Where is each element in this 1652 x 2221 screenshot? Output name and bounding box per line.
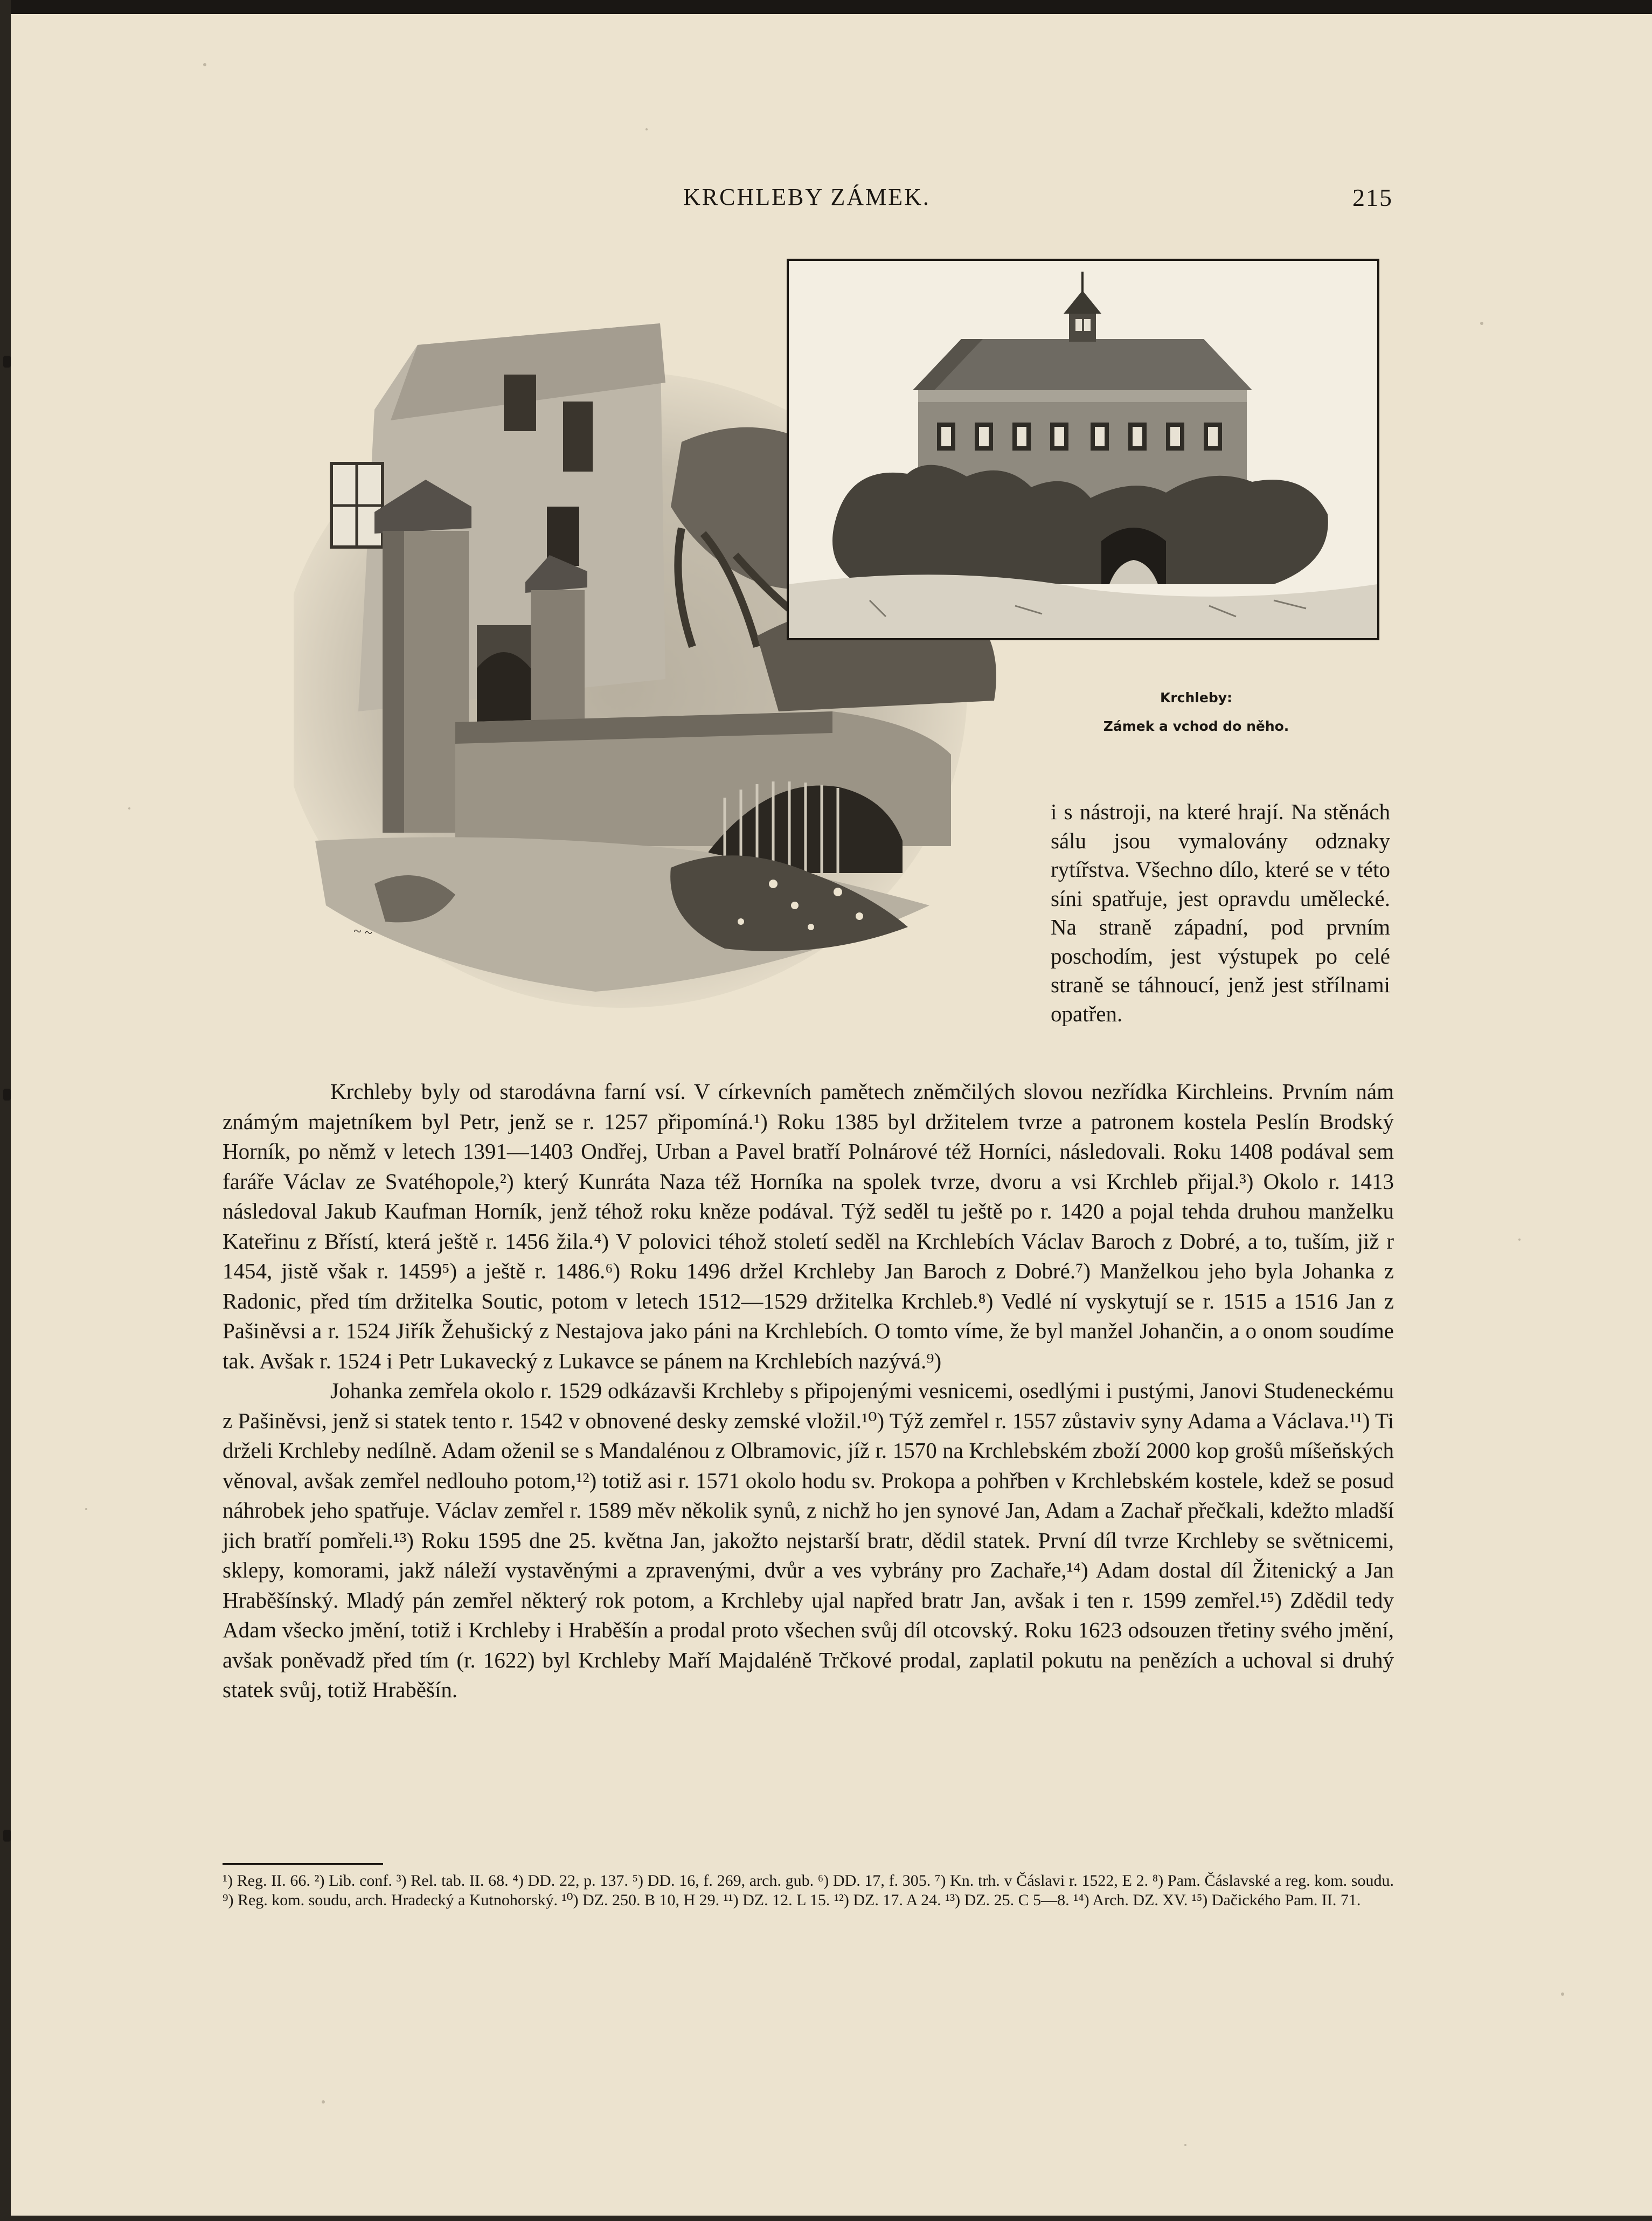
figure-caption-title: Krchleby:	[1160, 690, 1233, 705]
binding-mark	[3, 1089, 11, 1101]
footnotes-text: ¹) Reg. II. 66. ²) Lib. conf. ³) Rel. tab. II. 68. ⁴) DD. 22, p. 137. ⁵) DD. 16, f. 269, arch. gub. ⁶) DD. 17, f. 305. ⁷) Kn. trh. v Čáslavi r. 1522, E 2. ⁸) Pam. Čáslavské a reg. kom. soudu. ⁹) Reg. kom. soudu, arch. Hradecký a Kutnohorský. ¹⁰) DZ. 250. B 10, H 29. ¹¹) DZ. 12. L 15. ¹²) DZ. 17. A 24. ¹³) DZ. 25. C 5—8. ¹⁴) Arch. DZ. XV. ¹⁵) Dačického Pam. II. 71.	[223, 1872, 1394, 1909]
body-paragraph-1: Krchleby byly od starodávna farní vsí. V církevních pamětech zněmčilých slovou nezřídka Kirchleins. Prvním nám známým majetníkem byl Petr, jenž se r. 1257 připomíná.¹) Roku 1385 byl držitelem tvrze a patronem kostela Peslín Brodský Horník, po němž v letech 1391—1403 Ondřej, Urban a Pavel bratří Polnárové též Horníci, následovali. Roku 1408 podával sem faráře Václav ze Svatéhopole,²) který Kunráta Naza též Horníka na spolek tvrze, dvoru a vsi Krchleb přijal.³) Okolo r. 1413 následoval Jakub Kaufman Horník, jenž téhož roku kněze podával. Týž seděl tu ještě po r. 1420 a pojal tehda druhou manželku Kateřinu z Břístí, která ještě r. 1456 žila.⁴) V polovici téhož století seděl na Krchlebích Václav Baroch z Dobré, a to, tuším, již r 1454, jistě však r. 1459⁵) a ještě r. 1486.⁶) Roku 1496 držel Krchleby Jan Baroch z Dobré.⁷) Manželkou jeho byla Johanka z Radonic, před tím držitelka Soutic, potom v letech 1512—1529 držitelka Krchleb.⁸) Vedlé ní vyskytují se r. 1515 a 1516 Jan z Pašiněvsi a r. 1524 Jiřík Žehušický z Nestajova jako páni na Krchlebích. O tomto víme, že byl manžel Johančin, a o onom soudíme tak. Avšak r. 1524 i Petr Lukavecký z Lukavce se pánem na Krchlebích nazývá.⁹)	[223, 1079, 1394, 1373]
chateau-photograph	[787, 259, 1379, 640]
binding-mark	[3, 356, 11, 368]
running-title: KRCHLEBY ZÁMEK.	[683, 184, 931, 210]
page-number: 215	[1352, 184, 1393, 211]
side-column-text	[1051, 798, 1390, 1028]
binding-mark	[3, 1830, 11, 1842]
side-column-paragraph: i s nástroji, na které hrají. Na stěnách sálu jsou vymalovány odznaky rytířstva. Všechno dílo, které se v této síni spatřuje, jest opravdu umělecké. Na straně západní, pod prvním poschodím, jest výstupek po celé straně se táhnoucí, jenž jest střílnami opatřen.	[1051, 799, 1390, 1026]
figure-caption-subtitle: Zámek a vchod do něho.	[1103, 718, 1289, 734]
main-text	[223, 1077, 1394, 1705]
page-bottom-edge	[0, 2216, 1652, 2221]
body-paragraph-2: Johanka zemřela okolo r. 1529 odkázavši Krchleby s připojenými vesnicemi, osedlými i pustými, Janovi Studeneckému z Pašiněvsi, jenž si statek tento r. 1542 v obnovené desky zemské vložil.¹⁰) Týž zemřel r. 1557 zůstaviv syny Adama a Václava.¹¹) Ti drželi Krchleby nedílně. Adam oženil se s Mandalénou z Olbramovic, jíž r. 1570 na Krchlebském zboží 2000 kop grošů míšeňských věnoval, avšak zemřel nedlouho potom,¹²) totiž asi r. 1571 okolo hodu sv. Prokopa a pohřben v Krchlebském kostele, kdež se posud náhrobek jeho spatřuje. Václav zemřel r. 1589 měv několik synů, z nichž ho jen synové Jan, Adam a Zachař přečkali, kdežto mladší jich bratří pomřeli.¹³) Roku 1595 dne 25. května Jan, jakožto nejstarší bratr, dědil statek. První díl tvrze Krchleby se světnicemi, sklepy, komorami, jakž náleží vystavěnými a zpravenými, dvůr a ves vybrány pro Zachaře,¹⁴) Adam dostal díl Žitenický a Jan Hraběšínský. Mladý pán zemřel některý rok potom, a Krchleby ujal napřed bratr Jan, avšak i ten r. 1599 zemřel.¹⁵) Zdědil tedy Adam všecko jmění, totiž i Krchleby i Hraběšín a prodal proto všechen svůj díl otcovský. Roku 1623 odsouzen třetiny svého jmění, avšak poněvadž před tím (r. 1622) byl Krchleby Maří Majdaléně Trčkové prodal, zaplatil pokutu na penězích a uchoval si druhý statek svůj, totiž Hraběšín.	[223, 1378, 1394, 1702]
footnotes	[223, 1871, 1394, 1910]
page-left-edge	[0, 0, 11, 2221]
footnote-divider	[223, 1863, 383, 1865]
page-top-edge	[0, 0, 1652, 14]
svg-text:~ ~: ~ ~	[352, 923, 373, 941]
